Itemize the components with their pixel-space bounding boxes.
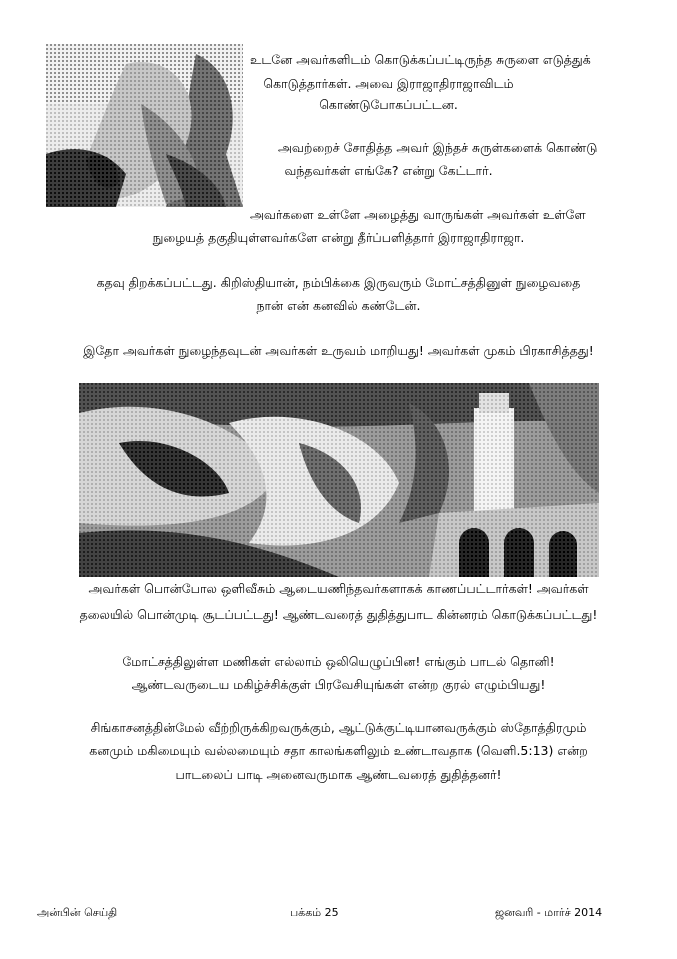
paragraph-4-line-2: நான் என் கனவில் கண்டேன். bbox=[256, 298, 421, 313]
paragraph-3-line-1: அவர்களை உள்ளே அழைத்து வாருங்கள் அவர்கள் உள்ளே bbox=[250, 207, 586, 222]
paragraph-1-line-3: கொண்டுபோகப்பட்டன. bbox=[319, 97, 458, 112]
paragraph-1-line-2: கொடுத்தார்கள். அவை இராஜாதிராஜாவிடம் bbox=[263, 76, 514, 91]
paragraph-5-line-1: இதோ அவர்கள் நுழைந்தவுடன் அவர்கள் உருவம் மாறியது! அவர்கள் முகம் பிரகாசித்தது! bbox=[83, 343, 594, 358]
footer-magazine-name: அன்பின் செய்தி bbox=[37, 906, 118, 919]
paragraph-2-line-1: அவற்றைச் சோதித்த அவர் இந்தச் சுருள்களைக் கொண்டு bbox=[278, 140, 598, 155]
illustration-angel bbox=[46, 44, 243, 207]
paragraph-4-line-1: கதவு திறக்கப்பட்டது. கிறிஸ்தியான், நம்பிக்கை இருவரும் மோட்சத்தினுள் நுழைவதை bbox=[96, 275, 581, 290]
footer-issue-date: ஜனவரி - மார்ச் 2014 bbox=[495, 906, 603, 919]
paragraph-8-line-1: சிங்காசனத்தின்மேல் வீற்றிருக்கிறவருக்கும், ஆட்டுக்குட்டியானவருக்கும் ஸ்தோத்திரமும் bbox=[90, 720, 587, 735]
paragraph-6-line-2: தலையில் பொன்முடி சூடப்பட்டது! ஆண்டவரைத் துதித்துபாட கின்னரம் கொடுக்கப்பட்டது! bbox=[79, 607, 598, 622]
paragraph-6-line-1: அவர்கள் பொன்போல ஒளிவீசும் ஆடையணிந்தவர்களாகக் காணப்பட்டார்கள்! அவர்கள் bbox=[88, 581, 589, 596]
illustration-heaven-gate bbox=[79, 383, 599, 577]
paragraph-3-line-2: நுழையத் தகுதியுள்ளவர்களே என்று தீர்ப்பளித்தார் இராஜாதிராஜா. bbox=[152, 230, 525, 245]
paragraph-2-line-2: வந்தவர்கள் எங்கே? என்று கேட்டார். bbox=[284, 163, 493, 178]
paragraph-1-line-1: உடனே அவர்களிடம் கொடுக்கப்பட்டிருந்த சுருளை எடுத்துக் bbox=[250, 52, 591, 67]
paragraph-8-line-3: பாடலைப் பாடி அனைவருமாக ஆண்டவரைத் துதித்தனர்! bbox=[175, 767, 502, 782]
paragraph-7-line-2: ஆண்டவருடைய மகிழ்ச்சிக்குள் பிரவேசியுங்கள் என்ற குரல் எழும்பியது! bbox=[131, 677, 546, 692]
footer-page-number: பக்கம் 25 bbox=[290, 906, 339, 919]
paragraph-8-line-2: கனமும் மகிமையும் வல்லமையும் சதா காலங்களிலும் உண்டாவதாக (வெளி.5:13) என்ற bbox=[89, 743, 588, 758]
paragraph-7-line-1: மோட்சத்திலுள்ள மணிகள் எல்லாம் ஒலியெழுப்பின! எங்கும் பாடல் தொனி! bbox=[122, 654, 555, 669]
